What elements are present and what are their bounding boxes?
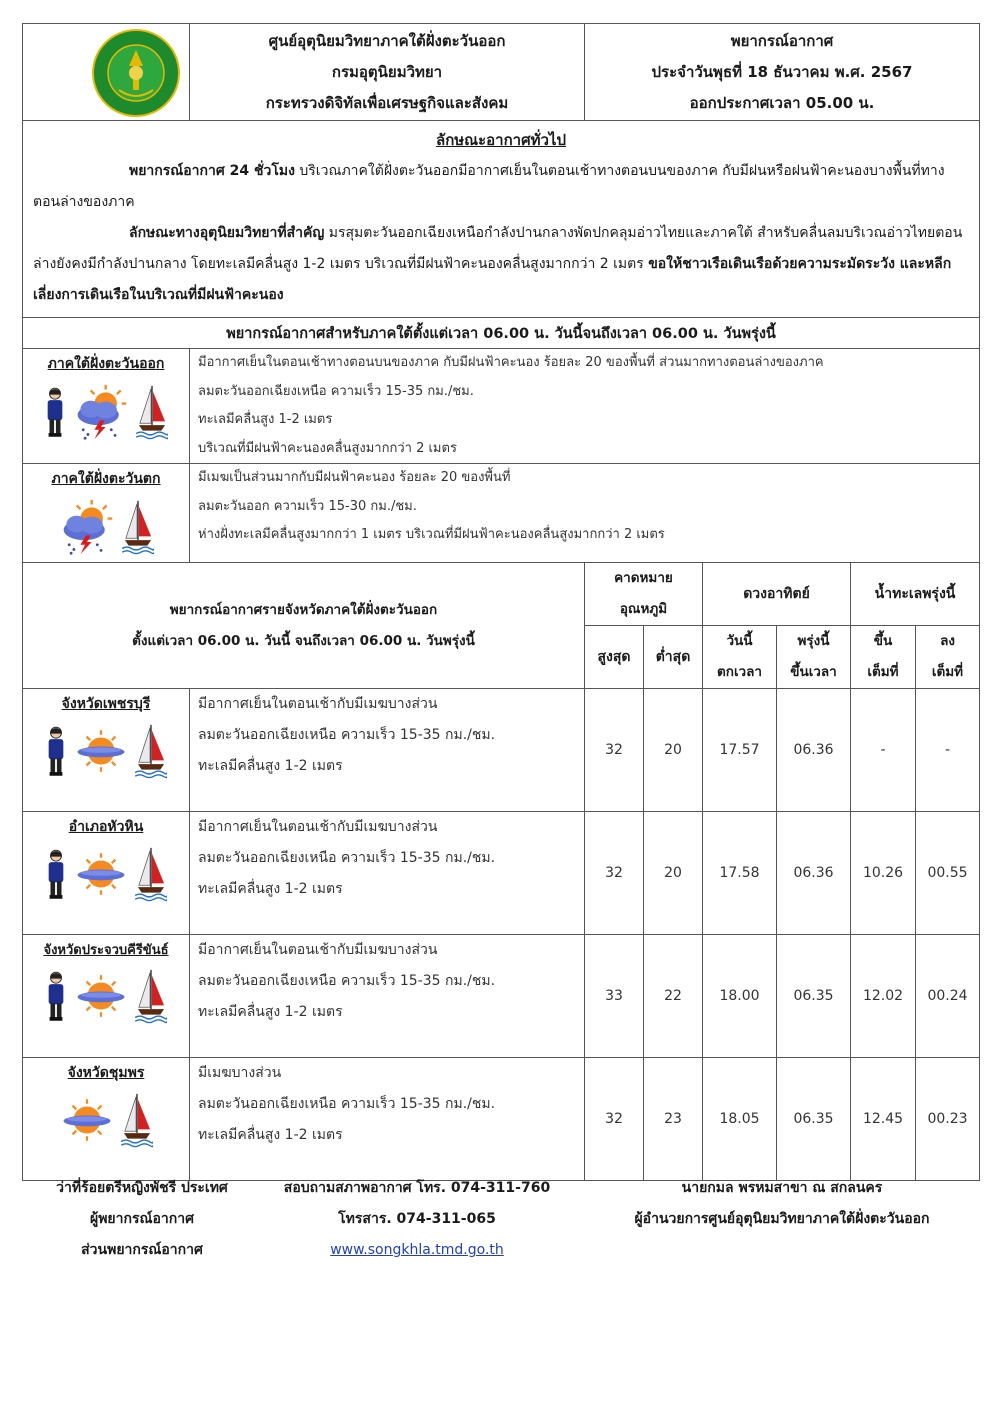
- sun-cloud-icon: [59, 1097, 115, 1143]
- province-desc-line: ทะเลมีคลื่นสูง 1-2 เมตร: [198, 1004, 343, 1020]
- min-temp: 20: [644, 689, 703, 812]
- province-title-line-1: พยากรณ์อากาศรายจังหวัดภาคใต้ฝั่งตะวันออก: [169, 601, 438, 618]
- region-desc-line: ลมตะวันออกเฉียงเหนือ ความเร็ว 15-35 กม./ชม.: [198, 383, 474, 399]
- sunset-time: 18.00: [703, 935, 777, 1058]
- max-temp: 32: [585, 812, 644, 935]
- tide-low-header: ลง: [940, 633, 955, 649]
- province-desc-line: ลมตะวันออกเฉียงเหนือ ความเร็ว 15-35 กม./ชม.: [198, 727, 496, 743]
- info-line-3: ออกประกาศเวลา 05.00 น.: [689, 93, 875, 112]
- person-icon: [45, 969, 67, 1023]
- province-desc-line: มีอากาศเย็นในตอนเช้ากับมีเมฆบางส่วน: [198, 942, 438, 958]
- general-section: [23, 121, 980, 318]
- sailboat-icon: [136, 384, 168, 440]
- tide-high-time: 12.02: [851, 935, 916, 1058]
- forecaster-title: ผู้พยากรณ์อากาศ: [90, 1211, 194, 1227]
- sunrise-time: 06.36: [777, 689, 851, 812]
- sunrise-time: 06.35: [777, 935, 851, 1058]
- region-desc-line: ลมตะวันออก ความเร็ว 15-30 กม./ชม.: [198, 498, 417, 514]
- region-desc-line: ทะเลมีคลื่นสูง 1-2 เมตร: [198, 412, 333, 427]
- tide-high-full-header: เต็มที่: [867, 664, 899, 680]
- sun-cloud-icon: [73, 851, 129, 897]
- sailboat-icon: [121, 1092, 153, 1148]
- sunrise-time: 06.35: [777, 1058, 851, 1181]
- temp-group-label-2: อุณหภูมิ: [619, 601, 668, 617]
- person-icon: [45, 847, 67, 901]
- province-name: จังหวัดชุมพร: [67, 1065, 145, 1081]
- tide-high-header: ขึ้น: [873, 633, 893, 649]
- province-table-header: [23, 563, 980, 626]
- region-row-west: [23, 464, 980, 563]
- sailboat-icon: [135, 846, 167, 902]
- province-desc-line: ลมตะวันออกเฉียงเหนือ ความเร็ว 15-35 กม./ชม.: [198, 973, 496, 989]
- province-desc-line: ลมตะวันออกเฉียงเหนือ ความเร็ว 15-35 กม./ชม.: [198, 1096, 496, 1112]
- tide-high-time: -: [851, 689, 916, 812]
- sun-cloud-icon: [73, 728, 129, 774]
- info-line-2: ประจำวันพุธที่ 18 ธันวาคม พ.ศ. 2567: [651, 62, 913, 81]
- forecaster-name: ว่าที่ร้อยตรีหญิงพัชรี ประเทศ: [56, 1180, 228, 1196]
- region-name: ภาคใต้ฝั่งตะวันตก: [51, 471, 161, 487]
- tide-low-time: -: [916, 689, 980, 812]
- tide-group-label: น้ำทะเลพรุ่งนี้: [874, 586, 956, 602]
- province-title-line-2: ตั้งแต่เวลา 06.00 น. วันนี้ จนถึงเวลา 06.00 น. วันพรุ่งนี้: [132, 632, 475, 649]
- province-row: [23, 689, 980, 812]
- logo-cell: [23, 24, 190, 121]
- province-desc-line: มีเมฆบางส่วน: [198, 1065, 282, 1081]
- region-desc-line: บริเวณที่มีฝนฟ้าคะนองคลื่นสูงมากกว่า 2 เมตร: [198, 440, 457, 456]
- info-line-1: พยากรณ์อากาศ: [730, 31, 834, 50]
- director-block: [597, 1173, 967, 1235]
- province-row: [23, 1058, 980, 1181]
- sun-group-label: ดวงอาทิตย์: [743, 586, 810, 602]
- general-p2-heading: ลักษณะทางอุตุนิยมวิทยาที่สำคัญ: [129, 225, 325, 241]
- director-name: นายกมล พรหมสาขา ณ สกลนคร: [681, 1180, 883, 1196]
- temp-group-label: คาดหมาย: [614, 570, 673, 586]
- max-temp: 33: [585, 935, 644, 1058]
- general-paragraph-2: [33, 218, 969, 311]
- max-temp: 32: [585, 1058, 644, 1181]
- general-paragraph-1: [33, 156, 969, 218]
- regional-forecast-title: พยากรณ์อากาศสำหรับภาคใต้ตั้งแต่เวลา 06.00 น. วันนี้จนถึงเวลา 06.00 น. วันพรุ่งนี้: [23, 318, 980, 349]
- fax-line: โทรสาร. 074-311-065: [338, 1211, 496, 1227]
- province-desc-line: มีอากาศเย็นในตอนเช้ากับมีเมฆบางส่วน: [198, 819, 438, 835]
- org-line-3: กระทรวงดิจิทัลเพื่อเศรษฐกิจและสังคม: [265, 93, 509, 112]
- sun-cloud-icon: [73, 973, 129, 1019]
- tide-high-time: 12.45: [851, 1058, 916, 1181]
- tide-high-time: 10.26: [851, 812, 916, 935]
- org-name-block: [190, 24, 585, 121]
- sunset-time: 17.58: [703, 812, 777, 935]
- tide-low-full-header: เต็มที่: [931, 664, 964, 680]
- region-row-east: [23, 349, 980, 464]
- person-icon: [44, 385, 66, 439]
- general-p2-text: มรสุมตะวันออกเฉียงเหนือกำลังปานกลางพัดปกคลุมอ่าวไทยและภาคใต้ สำหรับคลื่นลมบริเวณอ่าวไทยตอนล่างยังคงมีกำลังปานกลาง โดยทะเลมีคลื่นสูง 1-2 เมตร บริเวณที่มีฝนฟ้าคะนองคลื่นสูงมากกว่า 2 เมตร: [33, 225, 963, 272]
- sunset-time: 18.05: [703, 1058, 777, 1181]
- weather-icons: [23, 383, 189, 441]
- forecast-document: [22, 23, 979, 1181]
- sailboat-icon: [122, 499, 154, 555]
- province-row: [23, 812, 980, 935]
- min-temp: 20: [644, 812, 703, 935]
- contact-block: [272, 1173, 562, 1266]
- general-title: ลักษณะอากาศทั่วไป: [436, 131, 566, 149]
- weather-icons: [23, 498, 189, 556]
- website-link[interactable]: www.songkhla.tmd.go.th: [330, 1242, 504, 1258]
- province-name: อำเภอหัวหิน: [68, 819, 144, 835]
- max-temp: 32: [585, 689, 644, 812]
- forecast-info-block: [585, 24, 980, 121]
- weather-icons: [23, 846, 189, 902]
- org-line-1: ศูนย์อุตุนิยมวิทยาภาคใต้ฝั่งตะวันออก: [268, 31, 506, 50]
- document-header: [23, 24, 980, 121]
- tide-low-time: 00.24: [916, 935, 980, 1058]
- sunrise-header: ขึ้นเวลา: [790, 664, 837, 680]
- province-desc-line: มีอากาศเย็นในตอนเช้ากับมีเมฆบางส่วน: [198, 696, 438, 712]
- province-desc-line: ทะเลมีคลื่นสูง 1-2 เมตร: [198, 881, 343, 897]
- tide-low-time: 00.23: [916, 1058, 980, 1181]
- region-desc-line: มีเมฆเป็นส่วนมากกับมีฝนฟ้าคะนอง ร้อยละ 20 ของพื้นที่: [198, 470, 511, 485]
- tmd-logo: [89, 28, 183, 122]
- province-header-title: [23, 563, 585, 689]
- sunrise-day-header: พรุ่งนี้: [797, 633, 830, 649]
- sunset-day-header: วันนี้: [726, 633, 753, 649]
- sunrise-time: 06.36: [777, 812, 851, 935]
- general-p2-warning: ขอให้ชาวเรือเดินเรือด้วยความระมัดระวัง และหลีกเลี่ยงการเดินเรือในบริเวณที่มีฝนฟ้าคะนอง: [33, 256, 952, 303]
- region-desc-line: มีอากาศเย็นในตอนเช้าทางตอนบนของภาค กับมีฝนฟ้าคะนอง ร้อยละ 20 ของพื้นที่ ส่วนมากทางตอนล่างของภาค: [198, 355, 824, 370]
- province-name: จังหวัดประจวบคีรีขันธ์: [43, 943, 169, 958]
- province-name: จังหวัดเพชรบุรี: [61, 696, 151, 712]
- sunset-time: 17.57: [703, 689, 777, 812]
- forecaster-section: ส่วนพยากรณ์อากาศ: [81, 1242, 203, 1258]
- max-temp-header: สูงสุด: [597, 649, 631, 665]
- region-name: ภาคใต้ฝั่งตะวันออก: [47, 356, 165, 372]
- sun-cloud-thunderstorm-icon: [58, 498, 116, 556]
- weather-icons: [23, 723, 189, 779]
- general-p1-text: บริเวณภาคใต้ฝั่งตะวันออกมีอากาศเย็นในตอนเช้าทางตอนบนของภาค กับมีฝนหรือฝนฟ้าคะนองบางพื้นที่ทางตอนล่างของภาค: [33, 163, 945, 210]
- weather-icons: [23, 968, 189, 1024]
- person-icon: [45, 724, 67, 778]
- province-desc-line: ทะเลมีคลื่นสูง 1-2 เมตร: [198, 1127, 343, 1143]
- org-line-2: กรมอุตุนิยมวิทยา: [331, 62, 443, 81]
- min-temp-header: ต่ำสุด: [655, 649, 691, 665]
- province-desc-line: ลมตะวันออกเฉียงเหนือ ความเร็ว 15-35 กม./ชม.: [198, 850, 496, 866]
- sun-cloud-thunderstorm-icon: [72, 383, 130, 441]
- tide-low-time: 00.55: [916, 812, 980, 935]
- forecaster-block: [22, 1173, 262, 1266]
- province-row: [23, 935, 980, 1058]
- sailboat-icon: [135, 968, 167, 1024]
- province-desc-line: ทะเลมีคลื่นสูง 1-2 เมตร: [198, 758, 343, 774]
- min-temp: 22: [644, 935, 703, 1058]
- phone-line: สอบถามสภาพอากาศ โทร. 074-311-760: [283, 1180, 551, 1196]
- general-p1-heading: พยากรณ์อากาศ 24 ชั่วโมง: [129, 163, 295, 179]
- director-title: ผู้อำนวยการศูนย์อุตุนิยมวิทยาภาคใต้ฝั่งตะวันออก: [634, 1211, 930, 1227]
- sailboat-icon: [135, 723, 167, 779]
- min-temp: 23: [644, 1058, 703, 1181]
- region-desc-line: ห่างฝั่งทะเลมีคลื่นสูงมากกว่า 1 เมตร บริเวณที่มีฝนฟ้าคะนองคลื่นสูงมากกว่า 2 เมตร: [198, 527, 665, 542]
- sunset-header: ตกเวลา: [717, 664, 762, 680]
- weather-icons: [23, 1092, 189, 1148]
